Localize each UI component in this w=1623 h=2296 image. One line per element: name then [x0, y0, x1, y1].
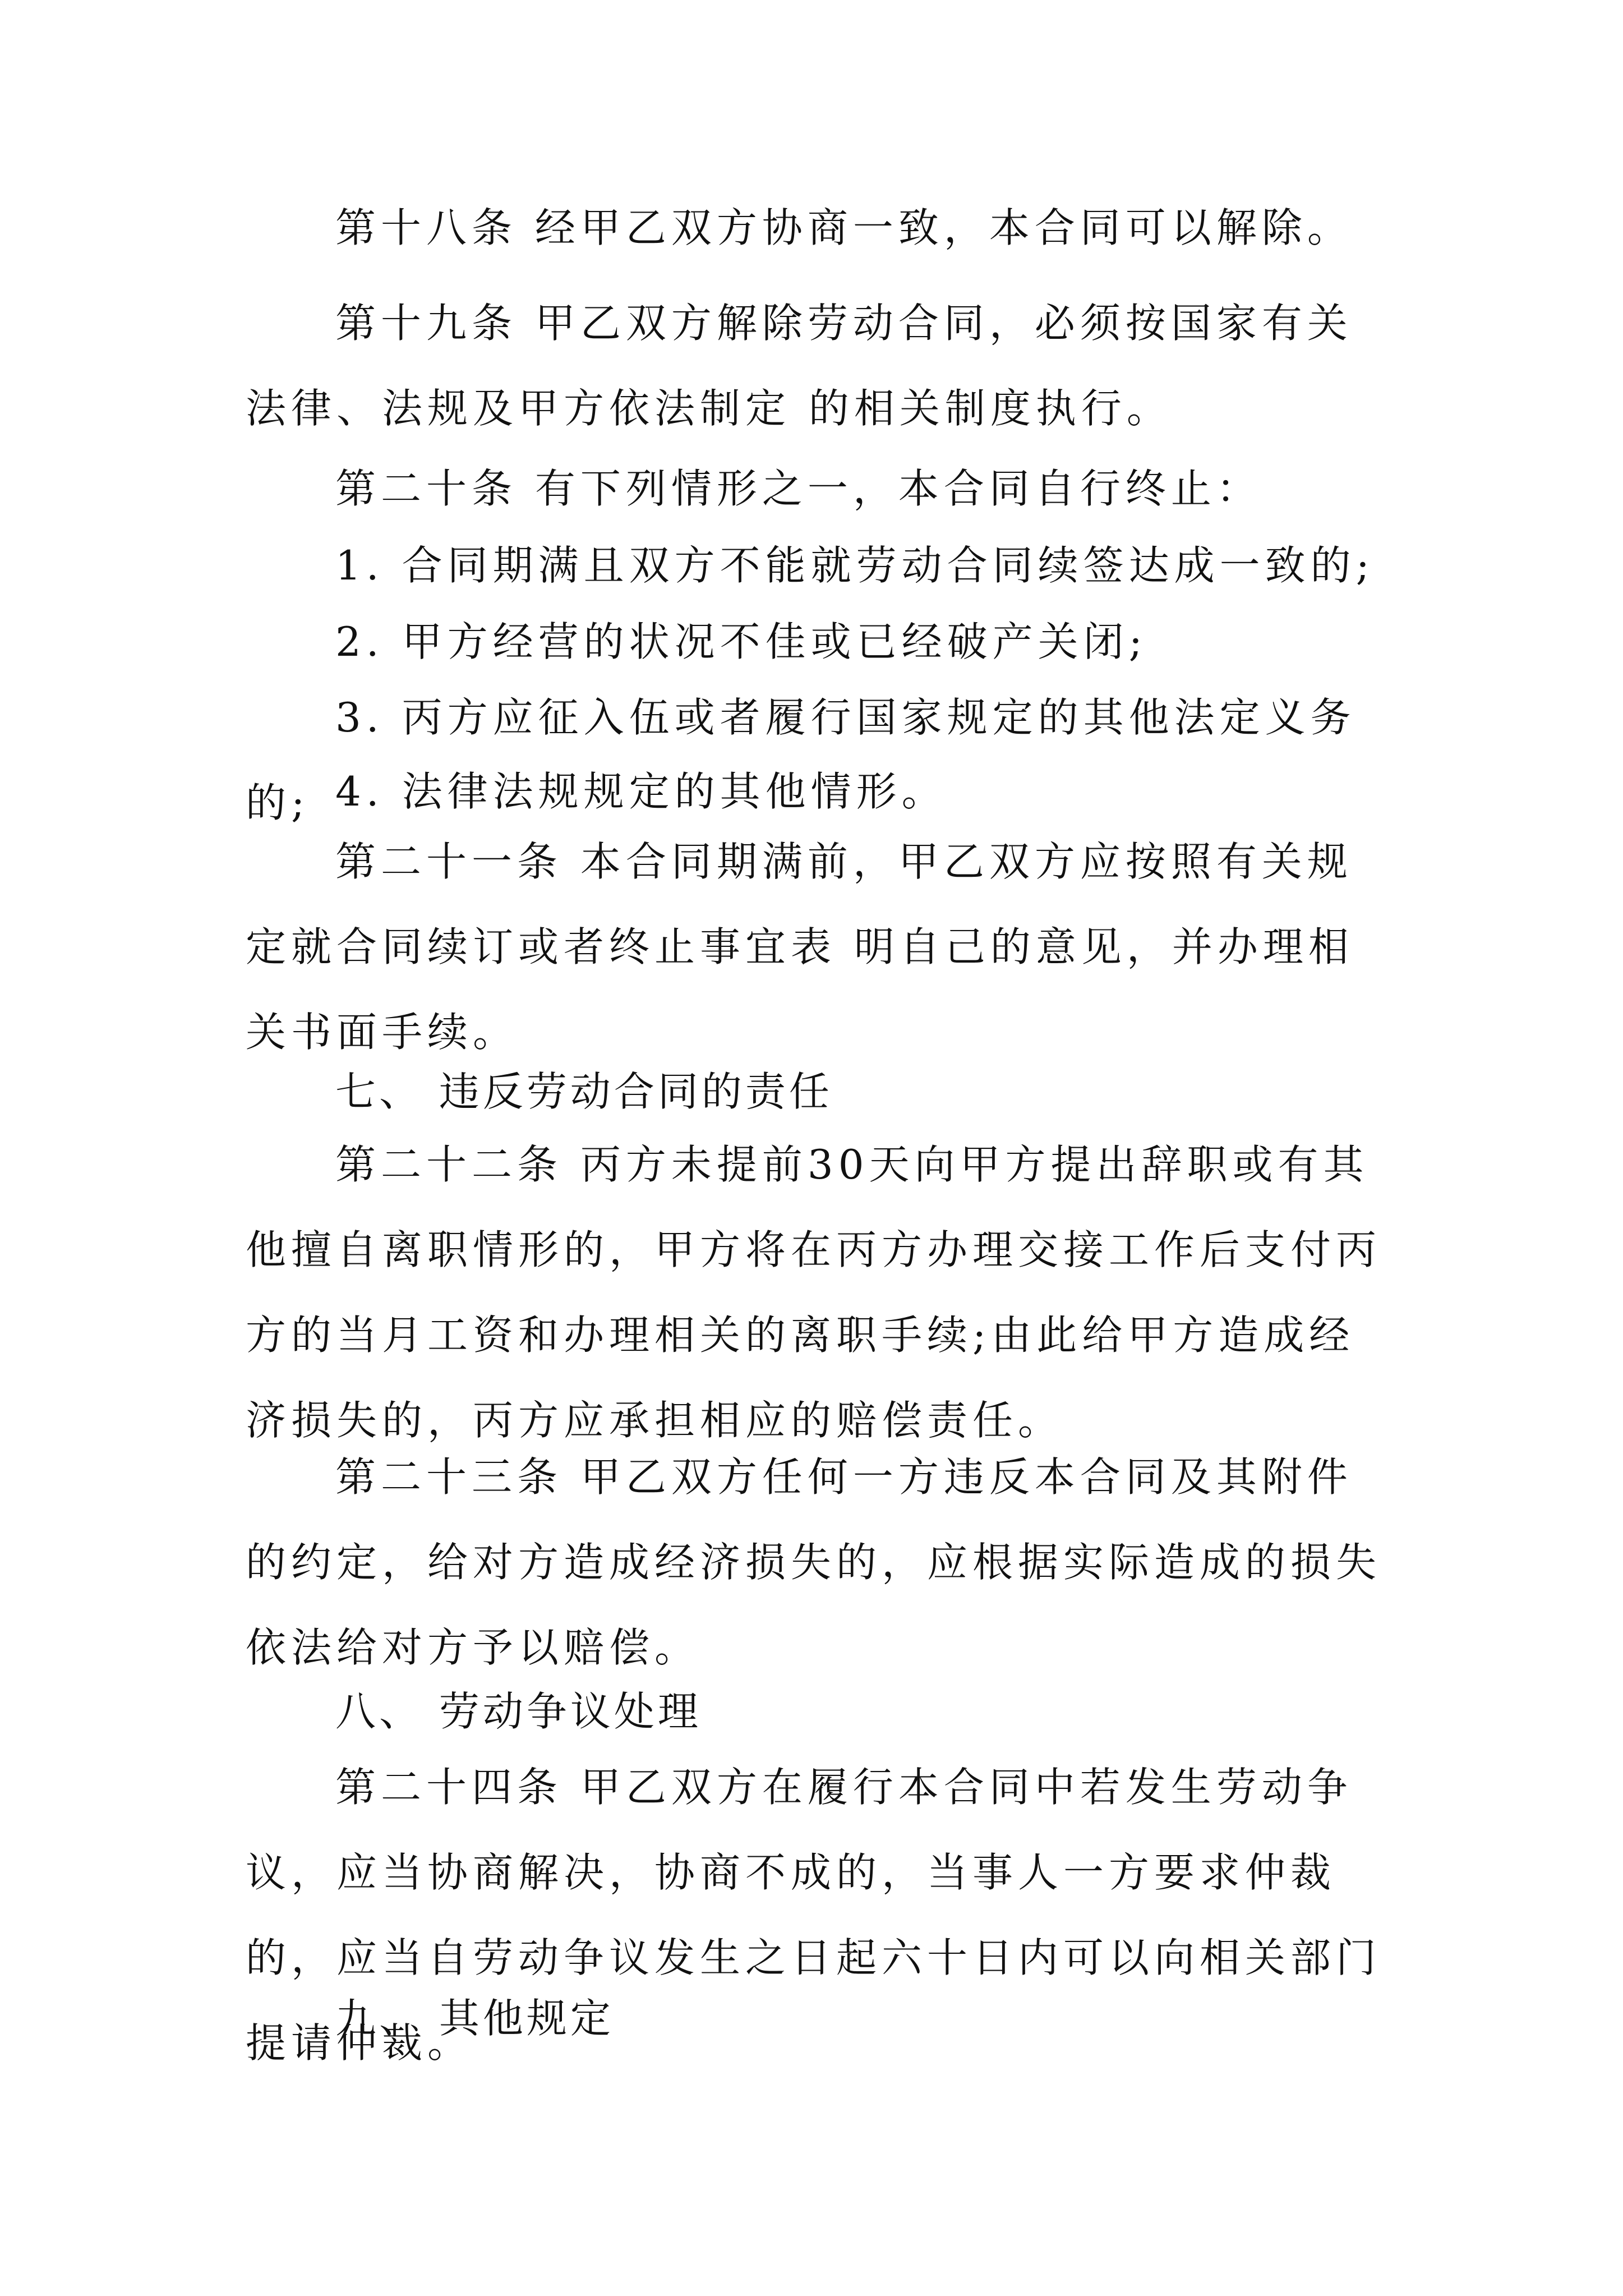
article-19: 第十九条 甲乙双方解除劳动合同，必须按国家有关法律、法规及甲方依法制定 的相关制度执行。: [246, 300, 1353, 432]
article-21: 第二十一条 本合同期满前，甲乙双方应按照有关规定就合同续订或者终止事宜表 明自己的意见，并办理相关书面手续。: [246, 838, 1354, 1056]
article-23: 第二十三条 甲乙双方任何一方违反本合同及其附件的约定，给对方造成经济损失的，应根据实际造成的损失依法给对方予以赔偿。: [246, 1453, 1382, 1671]
article-24: 第二十四条 甲乙双方在履行本合同中若发生劳动争议，应当协商解决，协商不成的，当事人一方要求仲裁的，应当自劳动争议发生之日起六十日内可以向相关部门提请仲裁。: [246, 1764, 1382, 2067]
section-heading-9: 九、 其他规定: [335, 1995, 614, 2042]
section-heading-7: 七、 违反劳动合同的责任: [335, 1068, 833, 1115]
list-item-4: 4. 法律法规规定的其他情形。: [335, 768, 947, 815]
article-22: 第二十二条 丙方未提前30天向甲方提出辞职或有其他擅自离职情形的，甲方将在丙方办理交接工作后支付丙方的当月工资和办理相关的离职手续;由此给甲方造成经济损失的，丙方应承担相应的赔偿责任。: [246, 1141, 1382, 1444]
article-18: 第十八条 经甲乙双方协商一致，本合同可以解除。: [335, 204, 1353, 251]
section-heading-8: 八、 劳动争议处理: [335, 1688, 702, 1735]
list-item-3: 3. 丙方应征入伍或者履行国家规定的其他法定义务的;: [246, 694, 1356, 826]
list-item-2: 2. 甲方经营的状况不佳或已经破产关闭;: [335, 618, 1147, 665]
list-item-1: 1. 合同期满且双方不能就劳动合同续签达成一致的;: [335, 542, 1375, 589]
article-20: 第二十条 有下列情形之一，本合同自行终止：: [335, 465, 1262, 512]
